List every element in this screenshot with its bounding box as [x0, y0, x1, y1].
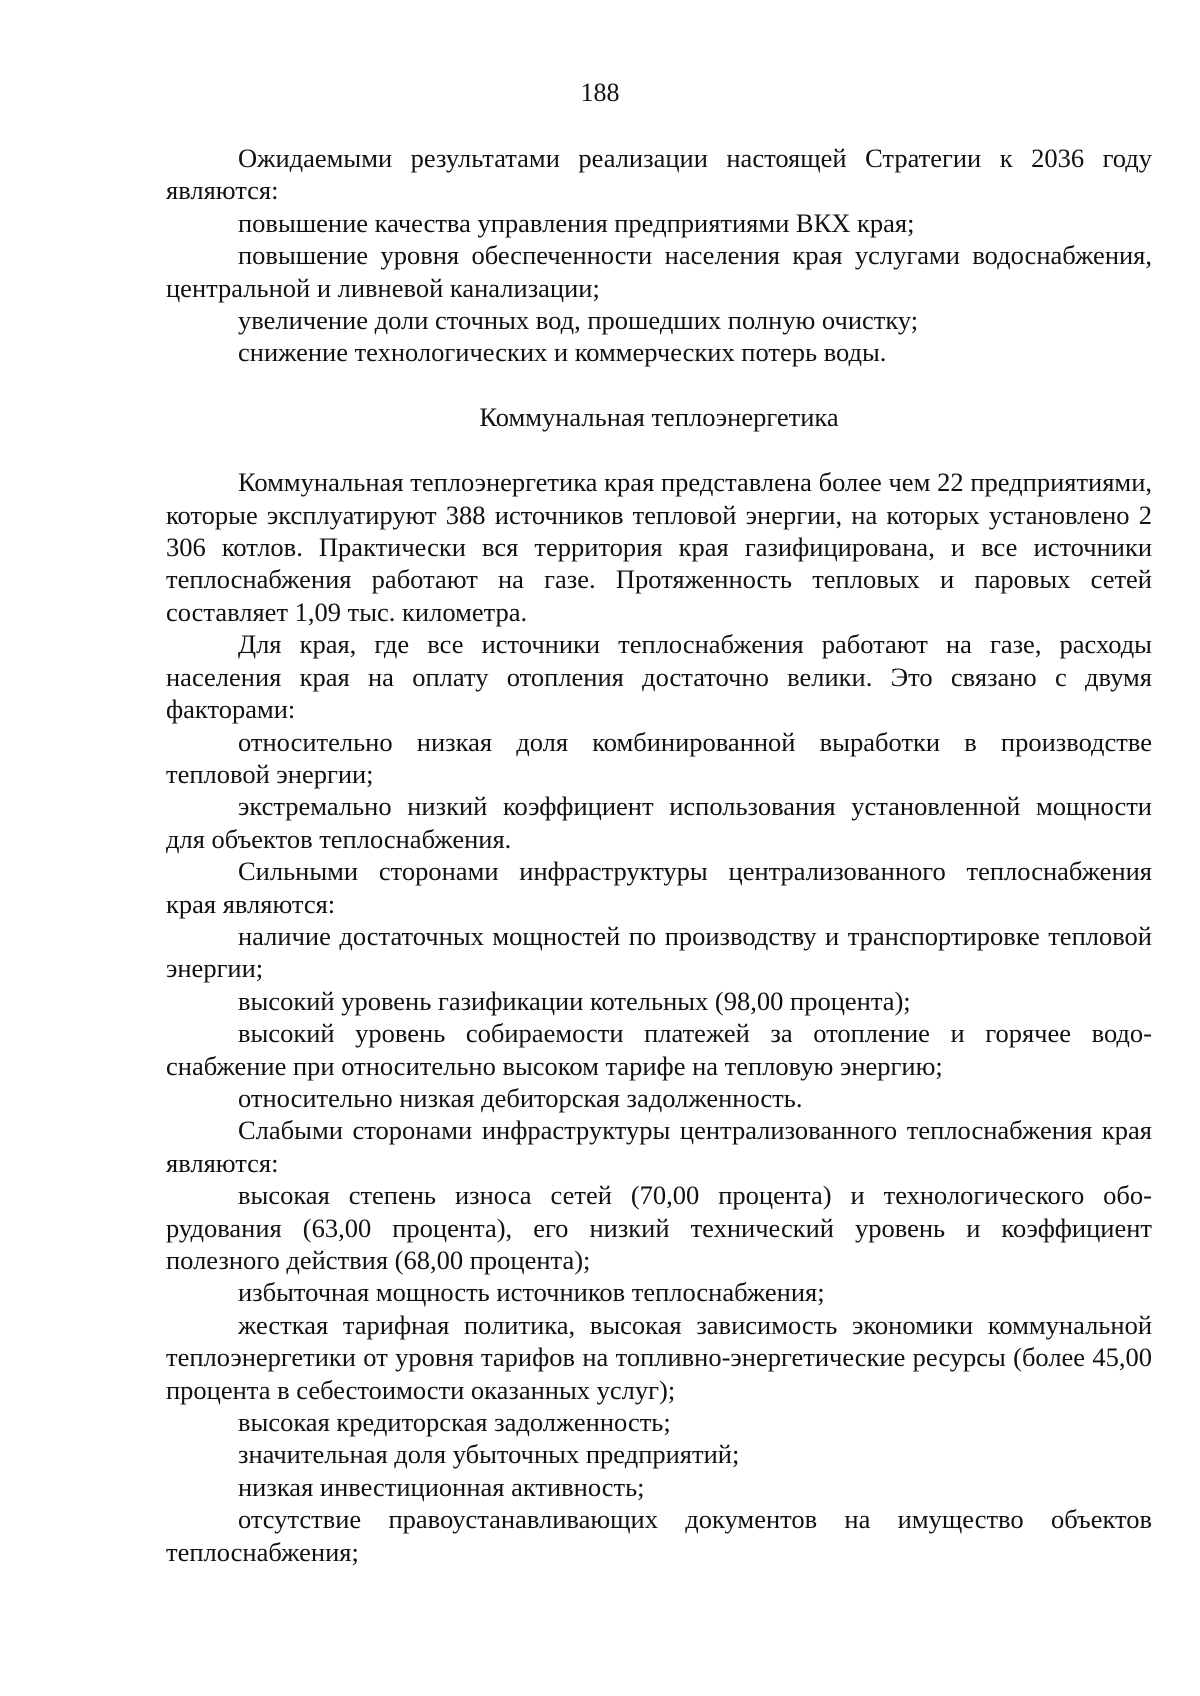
list-item: высокая кредиторская задолженность; — [238, 1407, 671, 1438]
list-item: повышение уровня обеспеченности населения края услугами водоснабжения, центральной и ливневой канализации; — [166, 240, 1152, 303]
list-item: избыточная мощность источников теплоснабжения; — [238, 1277, 825, 1308]
document-body — [166, 142, 1152, 1568]
list-item: относительно низкая дебиторская задолженность. — [238, 1082, 803, 1113]
list-item: относительно низкая доля комбинированной выработки в производстве тепловой энергии; — [166, 726, 1152, 789]
paragraph: Слабыми сторонами инфраструктуры централизованного теплоснабжения края являются: — [166, 1115, 1152, 1178]
list-item: экстремально низкий коэффициент использования установленной мощности для объектов теплоснабжения. — [166, 791, 1152, 854]
list-item: жесткая тарифная политика, высокая зависимость экономики коммунальной теплоэнергетики от уровня тарифов на топливно-энергетические ресурсы (более 45,00 процента в себестоимости оказанных услуг); — [166, 1309, 1152, 1405]
paragraph: Коммунальная теплоэнергетика края представлена более чем 22 предприятиями, которые эксплуатируют 388 источников тепловой энергии, на которых установлено 2 306 котлов. Практически вся территория края газифицирована, и все источники теплоснабжения работают на газе. Протяженность тепловых и паровых сетей составляет 1,09 тыс. километра. — [166, 467, 1152, 627]
list-item: высокий уровень газификации котельных (98,00 процента); — [238, 985, 911, 1016]
paragraph: Для края, где все источники теплоснабжения работают на газе, расходы населения края на оплату отопления достаточно велики. Это связано с двумя факторами: — [166, 629, 1152, 725]
list-item: снижение технологических и коммерческих потерь воды. — [238, 337, 887, 368]
list-item: наличие достаточных мощностей по производству и транспортировке тепловой энергии; — [166, 920, 1152, 984]
section-heading: Коммунальная теплоэнергетика — [479, 401, 839, 432]
list-item: значительная доля убыточных предприятий; — [238, 1439, 740, 1470]
list-item: высокая степень износа сетей (70,00 процента) и технологического оборудования (63,00 процента), его низкий технический уровень и коэффициент полезного действия (68,00 процента); — [166, 1180, 1152, 1275]
paragraph: Сильными сторонами инфраструктуры централизованного теплоснабжения края являются: — [166, 856, 1152, 919]
paragraph: Ожидаемыми результатами реализации настоящей Стратегии к 2036 году являются: — [166, 143, 1152, 206]
list-item: низкая инвестиционная активность; — [238, 1471, 645, 1502]
list-item: увеличение доли сточных вод, прошедших полную очистку; — [238, 305, 919, 336]
list-item: отсутствие правоустанавливающих документов на имущество объектов теплоснабжения; — [166, 1504, 1152, 1567]
list-item: высокий уровень собираемости платежей за отопление и горячее водоснабжение при относительно высоком тарифе на тепловую энергию; — [166, 1018, 1152, 1081]
list-item: повышение качества управления предприятиями ВКХ края; — [238, 207, 915, 238]
page-number: 188 — [580, 78, 620, 107]
